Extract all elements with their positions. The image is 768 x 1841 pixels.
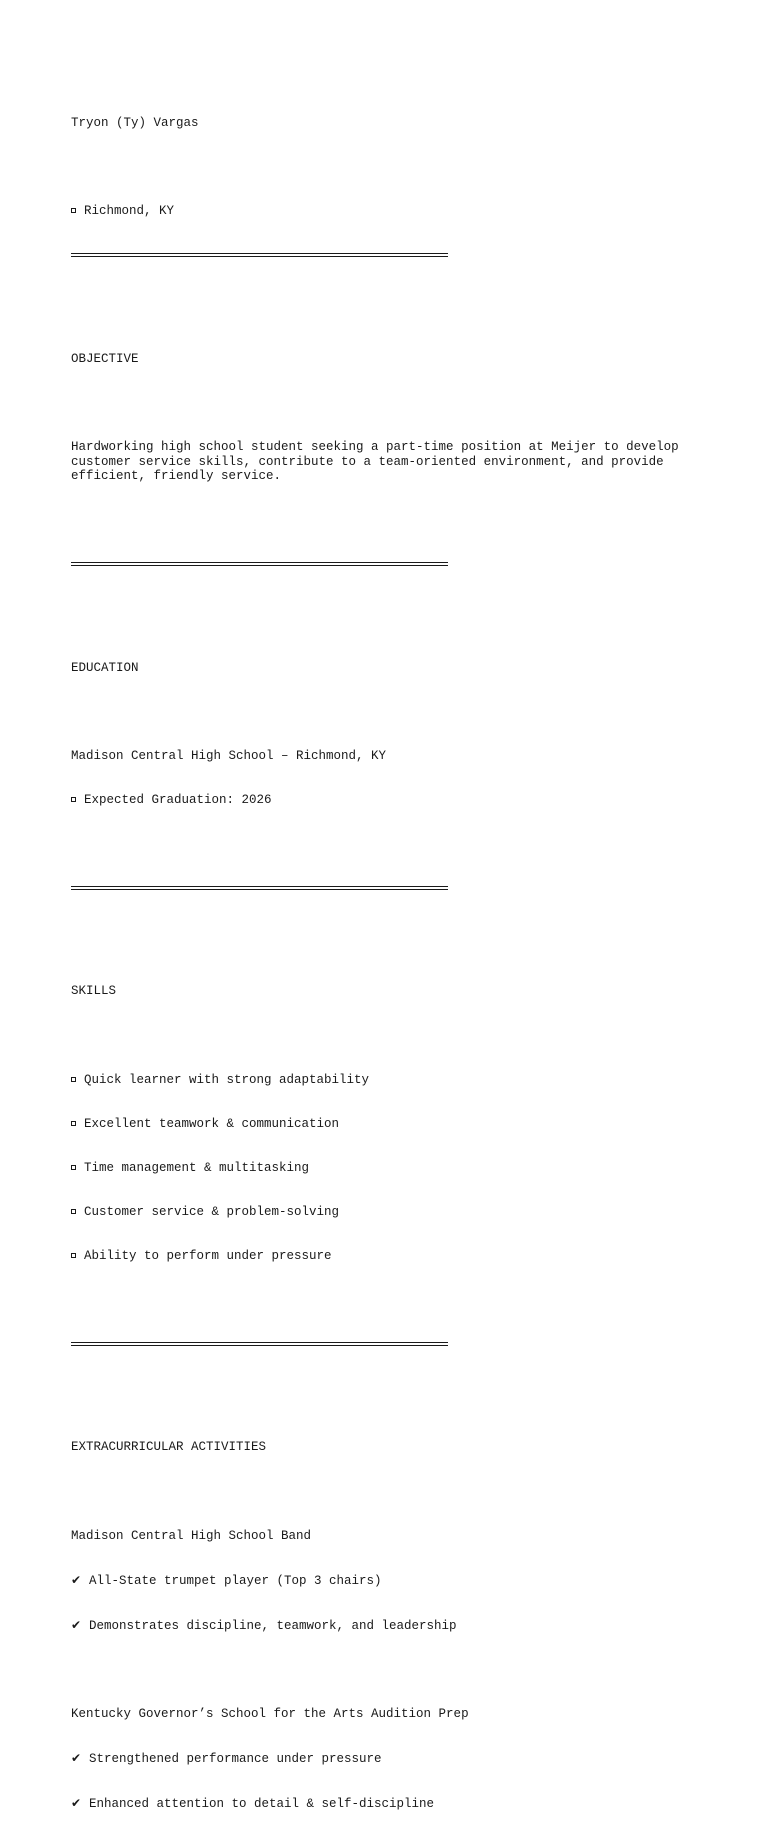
skill-item [71, 1205, 711, 1220]
section-divider [71, 562, 448, 566]
candidate-name: Tryon (Ty) Vargas [71, 116, 199, 131]
skill-item [71, 1073, 711, 1088]
section-divider [71, 1342, 448, 1346]
extracurricular-heading: EXTRACURRICULAR ACTIVITIES [71, 1440, 267, 1455]
activity-item [71, 1618, 711, 1634]
checkmark-icon: ✔ [71, 1751, 82, 1766]
skill-text: Customer service & problem-solving [84, 1204, 340, 1219]
activity-text: All-State trumpet player (Top 3 chairs) [89, 1573, 382, 1588]
skill-text: Time management & multitasking [84, 1160, 310, 1175]
skill-text: Excellent teamwork & communication [84, 1116, 340, 1131]
checkmark-icon: ✔ [71, 1796, 82, 1811]
activity-title: Kentucky Governor’s School for the Arts Audition Prep [71, 1707, 469, 1722]
skill-item [71, 1249, 711, 1264]
square-bullet-icon [71, 1165, 76, 1170]
resume-document [71, 72, 711, 1841]
location-text: Richmond, KY [84, 204, 175, 219]
checkmark-icon: ✔ [71, 1617, 82, 1632]
square-bullet-icon [71, 1209, 76, 1214]
square-bullet-icon [71, 1077, 76, 1082]
objective-heading: OBJECTIVE [71, 351, 139, 366]
square-bullet-icon [71, 1121, 76, 1126]
activity-item [71, 1573, 711, 1589]
education-heading: EDUCATION [71, 660, 139, 675]
objective-text: Hardworking high school student seeking a part-time position at Meijer to develop customer service skills, contribute to a team-oriented environment, and provide efficient, friendly service. [71, 439, 687, 484]
activity-text: Strengthened performance under pressure [89, 1752, 382, 1767]
square-bullet-icon [71, 1253, 76, 1258]
skill-text: Ability to perform under pressure [84, 1249, 332, 1263]
activity-text: Enhanced attention to detail & self-discipline [89, 1797, 435, 1812]
graduation-text: Expected Graduation: 2026 [84, 792, 272, 807]
checkmark-icon: ✔ [71, 1572, 82, 1587]
activity-item [71, 1796, 711, 1812]
graduation-line [71, 793, 711, 808]
section-divider [71, 886, 448, 890]
square-bullet-icon [71, 208, 76, 213]
section-divider [71, 253, 448, 257]
activity-title: Madison Central High School Band [71, 1528, 312, 1543]
activity-text: Demonstrates discipline, teamwork, and leadership [89, 1618, 457, 1633]
square-bullet-icon [71, 797, 76, 802]
skill-text: Quick learner with strong adaptability [84, 1072, 370, 1087]
activity-item [71, 1751, 711, 1767]
skills-heading: SKILLS [71, 984, 117, 999]
skill-item [71, 1117, 711, 1132]
location-line [71, 204, 711, 219]
skill-item [71, 1161, 711, 1176]
school-name: Madison Central High School – Richmond, KY [71, 748, 387, 763]
